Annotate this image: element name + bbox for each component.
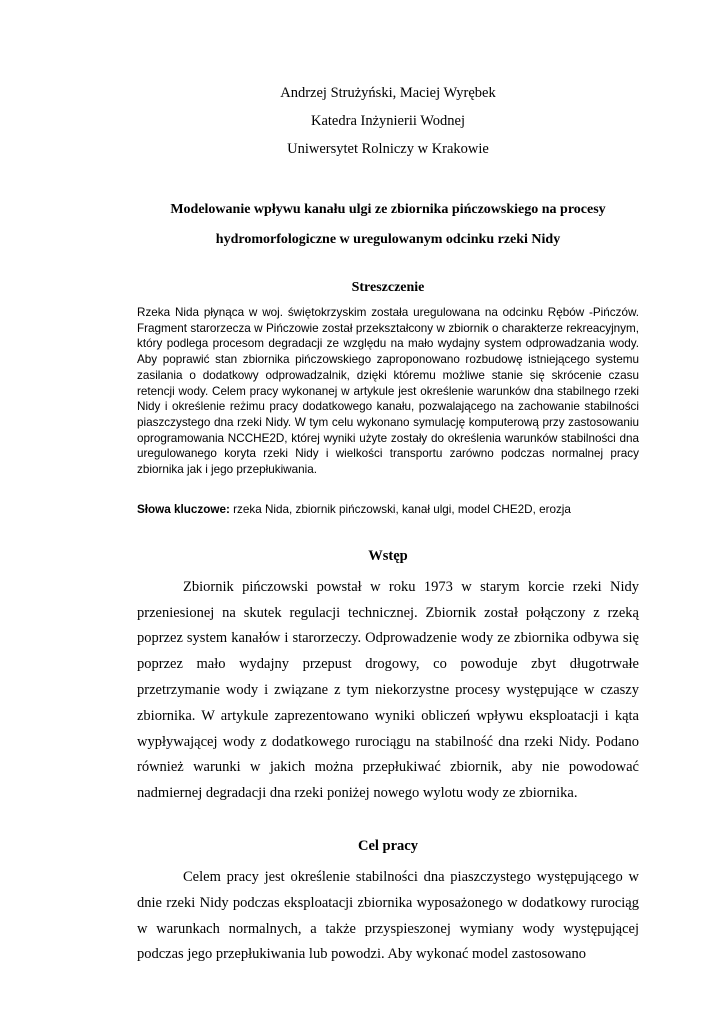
keywords-label: Słowa kluczowe: [137,502,230,516]
abstract-heading: Streszczenie [351,280,425,295]
authors: Andrzej Strużyński, Maciej Wyrębek [280,85,496,101]
goal-heading: Cel pracy [358,837,418,854]
abstract-text: Rzeka Nida płynąca w woj. świętokrzyskim została uregulowana na odcinku Rębów -Pińczów. Fragment starorzecza w Pińczowie został przekształcony w zbiornik o charakterze rekreacyjnym, który podlega procesom degradacji ze względu na mało wydajny system odprowadzania wody. Aby poprawić stan zbiornika pińczowskiego zaproponowano rozbudowę istniejącego systemu zasilania o dodatkowy odprowadzalnik, dzięki któremu możliwe stanie się skrócenie czasu retencji wody. Celem pracy wykonanej w artykule jest określenie warunków dna stabilnego rzeki Nidy i określenie reżimu pracy dodatkowego kanału, pozwalającego na zachowanie stabilności piaszczystego dna rzeki Nidy. W tym celu wykonano symulację komputerową przy zastosowaniu oprogramowania NCCHE2D, której wyniki użyte zostały do określenia warunków stabilności dna uregulowanego koryta rzeki Nidy i wielkości transportu zarówno podczas normalnej pracy zbiornika jak i jego przepłukiwania. [137,306,639,477]
keywords-text: rzeka Nida, zbiornik pińczowski, kanał ulgi, model CHE2D, erozja [229,502,571,516]
intro-heading: Wstęp [368,547,408,564]
title-line-2: hydromorfologiczne w uregulowanym odcinku rzeki Nidy [215,232,561,247]
intro-text: Zbiornik pińczowski powstał w roku 1973 w starym korcie rzeki Nidy przeniesionej na skutek regulacji technicznej. Zbiornik został połączony z rzeką poprzez system kanałów i starorzeczy. Odprowadzenie wody ze zbiornika odbywa się poprzez mało wydajny przepust drogowy, co powoduje zbyt długotrwałe przetrzymanie wody i związane z tym niekorzystne procesy występujące w czaszy zbiornika. W artykule zaprezentowano wyniki obliczeń wpływu eksploatacji i kąta wypływającej wody z dodatkowego rurociągu na stabilność dna rzeki Nidy. Podano również warunki w jakich można przepłukiwać zbiornik, aby nie powodować nadmiernej degradacji dna rzeki poniżej nowego wylotu wody ze zbiornika. [137,578,639,802]
university: Uniwersytet Rolniczy w Krakowie [287,141,489,157]
author-block [137,84,639,159]
paper-title [137,199,639,250]
keywords [137,502,639,517]
goal-text: Celem pracy jest określenie stabilności dna piaszczystego występującego w dnie rzeki Nidy podczas eksploatacji zbiornika wyposażonego w dodatkowy rurociąg w warunkach normalnych, a także przyspieszonej wymiany wody występującej podczas jego przepłukiwania lub powodzi. Aby wykonać model zastosowano [137,868,639,963]
title-line-1: Modelowanie wpływu kanału ulgi ze zbiornika pińczowskiego na procesy [170,202,606,217]
department: Katedra Inżynierii Wodnej [311,113,465,129]
document-page [137,0,639,968]
